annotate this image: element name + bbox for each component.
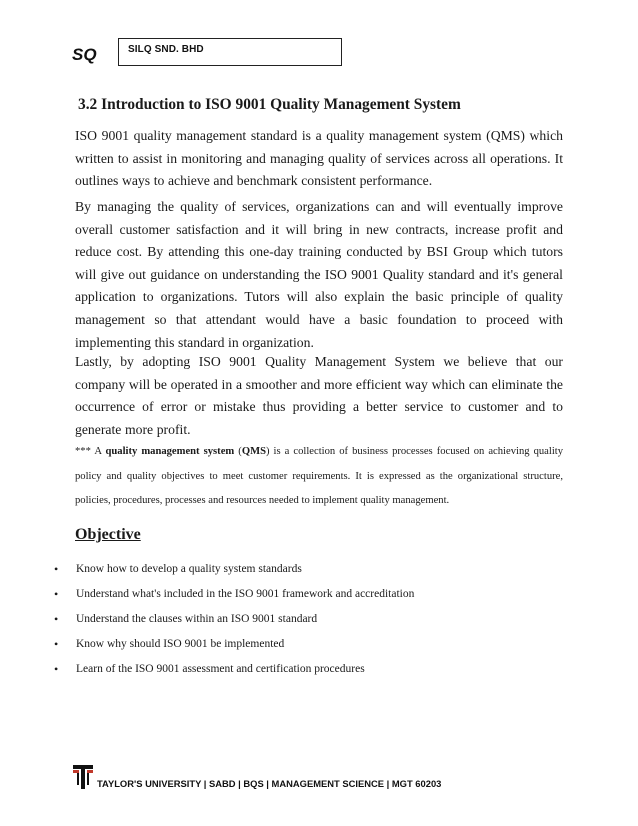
note-rest: ) is a collection of business processes focused on achieving quality policy and quality objectives to meet customer requirements. It is expressed as the organizational structure, policies, procedures, processes and resources needed to implement quality management. bbox=[75, 446, 564, 506]
bullet-icon: • bbox=[54, 662, 59, 676]
objective-item-text: Know why should ISO 9001 be implemented bbox=[76, 638, 285, 650]
company-name: SILQ SND. BHD bbox=[128, 44, 204, 55]
objective-item-text: Understand the clauses within an ISO 9001 standard bbox=[76, 613, 318, 625]
objective-item bbox=[0, 607, 638, 632]
objective-item bbox=[0, 557, 638, 582]
sq-logo bbox=[72, 44, 106, 64]
objective-list bbox=[0, 557, 638, 682]
objective-item bbox=[0, 657, 638, 682]
section-title: 3.2 Introduction to ISO 9001 Quality Management System bbox=[78, 96, 461, 113]
bullet-icon: • bbox=[54, 612, 59, 626]
note-mid: ( bbox=[234, 446, 242, 457]
paragraph-benefits: By managing the quality of services, organizations can and will eventually improve overall customer satisfaction and it will bring in new contracts, increase profit and reduce cost. By attending this one-day training conducted by BSI Group which tutors will give out guidance on understanding the ISO 9001 Quality standard and it's general application to organizations. Tutors will also explain the basic principle of quality management so that attendant would have a basic foundation to proceed with implementing this standard in organization. bbox=[75, 199, 563, 350]
paragraph-conclusion: Lastly, by adopting ISO 9001 Quality Management System we believe that our company will be operated in a smoother and more efficient way which can eliminate the occurrence of error or mistake thus providing a better service to customer and to generate more profit. bbox=[75, 354, 563, 437]
sq-logo-text: SQ bbox=[72, 45, 97, 64]
objective-item-text: Understand what's included in the ISO 9001 framework and accreditation bbox=[76, 588, 415, 600]
company-header-box bbox=[118, 38, 342, 66]
footer-text: TAYLOR'S UNIVERSITY | SABD | BQS | MANAGEMENT SCIENCE | MGT 60203 bbox=[97, 778, 442, 789]
paragraph-intro: ISO 9001 quality management standard is a quality management system (QMS) which written to assist in monitoring and managing quality of services across all operations. It outlines ways to achieve and benchmark consistent performance. bbox=[75, 128, 563, 189]
note-bold-term: quality management system bbox=[105, 446, 235, 457]
bullet-icon: • bbox=[54, 637, 59, 651]
bullet-icon: • bbox=[54, 587, 59, 601]
objective-item-text: Know how to develop a quality system standards bbox=[76, 563, 302, 575]
university-logo-icon bbox=[72, 764, 94, 790]
qms-definition-note bbox=[75, 440, 563, 514]
objective-item bbox=[0, 582, 638, 607]
note-prefix: *** A bbox=[75, 446, 106, 457]
objective-item bbox=[0, 632, 638, 657]
objective-item-text: Learn of the ISO 9001 assessment and certification procedures bbox=[76, 663, 365, 675]
note-bold-abbr: QMS bbox=[241, 446, 266, 457]
objective-heading: Objective bbox=[75, 526, 141, 543]
bullet-icon: • bbox=[54, 562, 59, 576]
